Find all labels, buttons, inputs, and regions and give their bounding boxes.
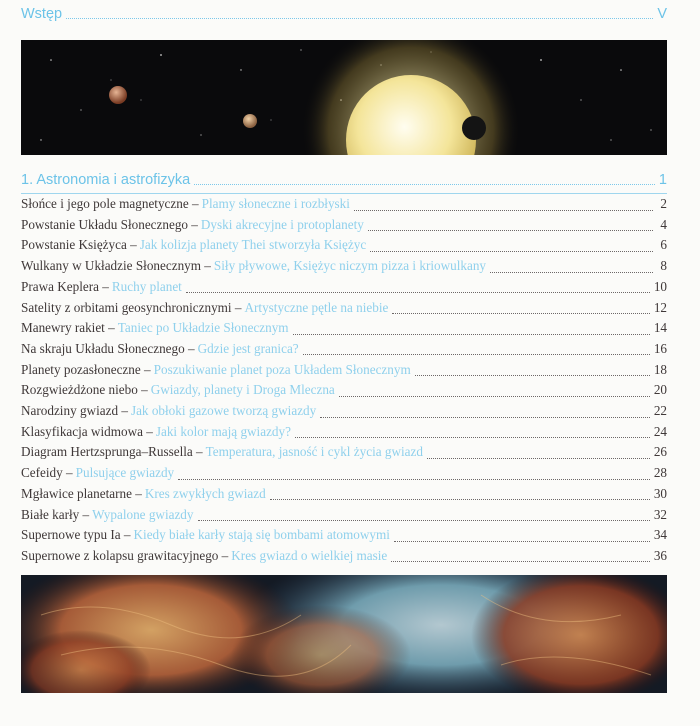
entry-title: Diagram Hertzsprunga–Russella – [21,444,203,460]
entry-title: Planety pozasłoneczne – [21,361,151,377]
entry-page: 30 [653,485,667,501]
entry-title: Wulkany w Układzie Słonecznym – [21,258,211,274]
leader-dots [270,499,650,500]
planets-illustration [21,40,667,155]
entry-subtitle: Jak kolizja planety Thei stworzyła Księżyc [139,237,367,253]
entry-title: Słońce i jego pole magnetyczne – [21,196,199,211]
entry-page: 4 [660,216,667,232]
entry-title: Satelity z orbitami geosynchronicznymi – [21,299,242,315]
toc-intro-line[interactable] [21,6,667,22]
entry-subtitle: Wypalone gwiazdy [92,506,194,522]
leader-dots [427,458,650,459]
entry-page: 14 [653,320,667,336]
entry-subtitle: Kres zwykłych gwiazd [144,485,266,501]
entry-page: 28 [653,465,667,481]
entry-page: 36 [653,547,667,563]
entry-subtitle: Dyski akrecyjne i protoplanety [200,216,364,232]
nebula-illustration [21,575,667,693]
leader-dots [320,417,650,418]
toc-entry[interactable] [21,279,667,299]
entry-subtitle: Jaki kolor mają gwiazdy? [155,423,291,439]
entry-page: 12 [653,299,667,315]
leader-dots [293,334,650,335]
entry-page: 20 [653,382,667,398]
entry-page: 18 [653,361,667,377]
chapter-title: 1. Astronomia i astrofizyka [21,172,191,188]
toc-entry[interactable] [21,486,667,506]
leader-dots [194,184,655,185]
entry-page: 22 [653,403,667,418]
intro-title: Wstęp [21,6,63,22]
leader-dots [178,479,650,480]
entry-subtitle: Pulsujące gwiazdy [75,465,175,481]
toc-entry[interactable] [21,507,667,527]
toc-entry[interactable] [21,341,667,361]
toc-entry[interactable] [21,465,667,485]
entry-subtitle: Taniec po Układzie Słonecznym [117,320,289,336]
entry-subtitle: Kiedy białe karły stają się bombami atomowymi [133,527,390,543]
entry-title: Cefeidy – [21,465,73,481]
leader-dots [354,210,653,211]
entry-subtitle: Temperatura, jasność i cykl życia gwiazd [205,444,423,460]
toc-entry[interactable] [21,196,667,216]
entry-title: Rozgwieżdżone niebo – [21,382,148,398]
leader-dots [339,396,650,397]
leader-dots [490,272,653,273]
entry-page: 34 [653,527,667,543]
toc-entry[interactable] [21,237,667,257]
entry-title: Powstanie Układu Słonecznego – [21,216,198,232]
toc-entry[interactable] [21,403,667,423]
chapter-rule [21,193,667,194]
entry-page: 24 [653,423,667,439]
entry-title: Narodziny gwiazd – [21,403,128,418]
entry-page: 26 [653,444,667,460]
leader-dots [392,313,649,314]
leader-dots [186,292,650,293]
entry-page: 6 [660,237,667,253]
entry-title: Na skraju Układu Słonecznego – [21,340,195,356]
entry-subtitle: Artystyczne pętle na niebie [244,299,389,315]
toc-entry[interactable] [21,320,667,340]
entry-title: Mgławice planetarne – [21,485,142,501]
leader-dots [394,541,650,542]
toc-entry[interactable] [21,548,667,568]
toc-entry[interactable] [21,217,667,237]
planets-svg [21,40,667,155]
toc-entry[interactable] [21,527,667,547]
entry-subtitle: Jak obłoki gazowe tworzą gwiazdy [130,403,317,418]
nebula-svg [21,575,667,693]
toc-entry[interactable] [21,258,667,278]
leader-dots [303,354,650,355]
toc-entry[interactable] [21,424,667,444]
entry-title: Białe karły – [21,506,90,522]
chapter-heading[interactable] [21,172,667,188]
entry-title: Supernowe z kolapsu grawitacyjnego – [21,547,229,563]
entry-subtitle: Ruchy planet [111,278,182,294]
entry-title: Prawa Keplera – [21,278,109,294]
toc-entry[interactable] [21,382,667,402]
entry-subtitle: Siły pływowe, Księżyc niczym pizza i kriowulkany [213,258,487,274]
leader-dots [391,561,650,562]
entry-page: 10 [653,278,667,294]
entry-title: Powstanie Księżyca – [21,237,137,253]
entry-subtitle: Gwiazdy, planety i Droga Mleczna [150,382,335,398]
leader-dots [66,18,653,19]
entry-title: Supernowe typu Ia – [21,527,131,543]
entry-subtitle: Poszukiwanie planet poza Układem Słonecznym [153,361,411,377]
entry-page: 16 [653,340,667,356]
leader-dots [368,230,653,231]
entry-title: Manewry rakiet – [21,320,115,336]
toc-entry[interactable] [21,300,667,320]
toc-entry[interactable] [21,444,667,464]
entry-page: 32 [653,506,667,522]
entry-subtitle: Plamy słoneczne i rozbłyski [201,196,350,211]
chapter-page: 1 [658,172,667,188]
intro-page: V [657,6,667,22]
leader-dots [370,251,653,252]
leader-dots [415,375,650,376]
entry-title: Klasyfikacja widmowa – [21,423,153,439]
leader-dots [295,437,650,438]
entry-subtitle: Gdzie jest granica? [197,340,299,356]
entry-page: 8 [660,258,667,274]
entry-subtitle: Kres gwiazd o wielkiej masie [231,547,388,563]
leader-dots [198,520,650,521]
toc-entry[interactable] [21,362,667,382]
entry-page: 2 [660,196,667,211]
